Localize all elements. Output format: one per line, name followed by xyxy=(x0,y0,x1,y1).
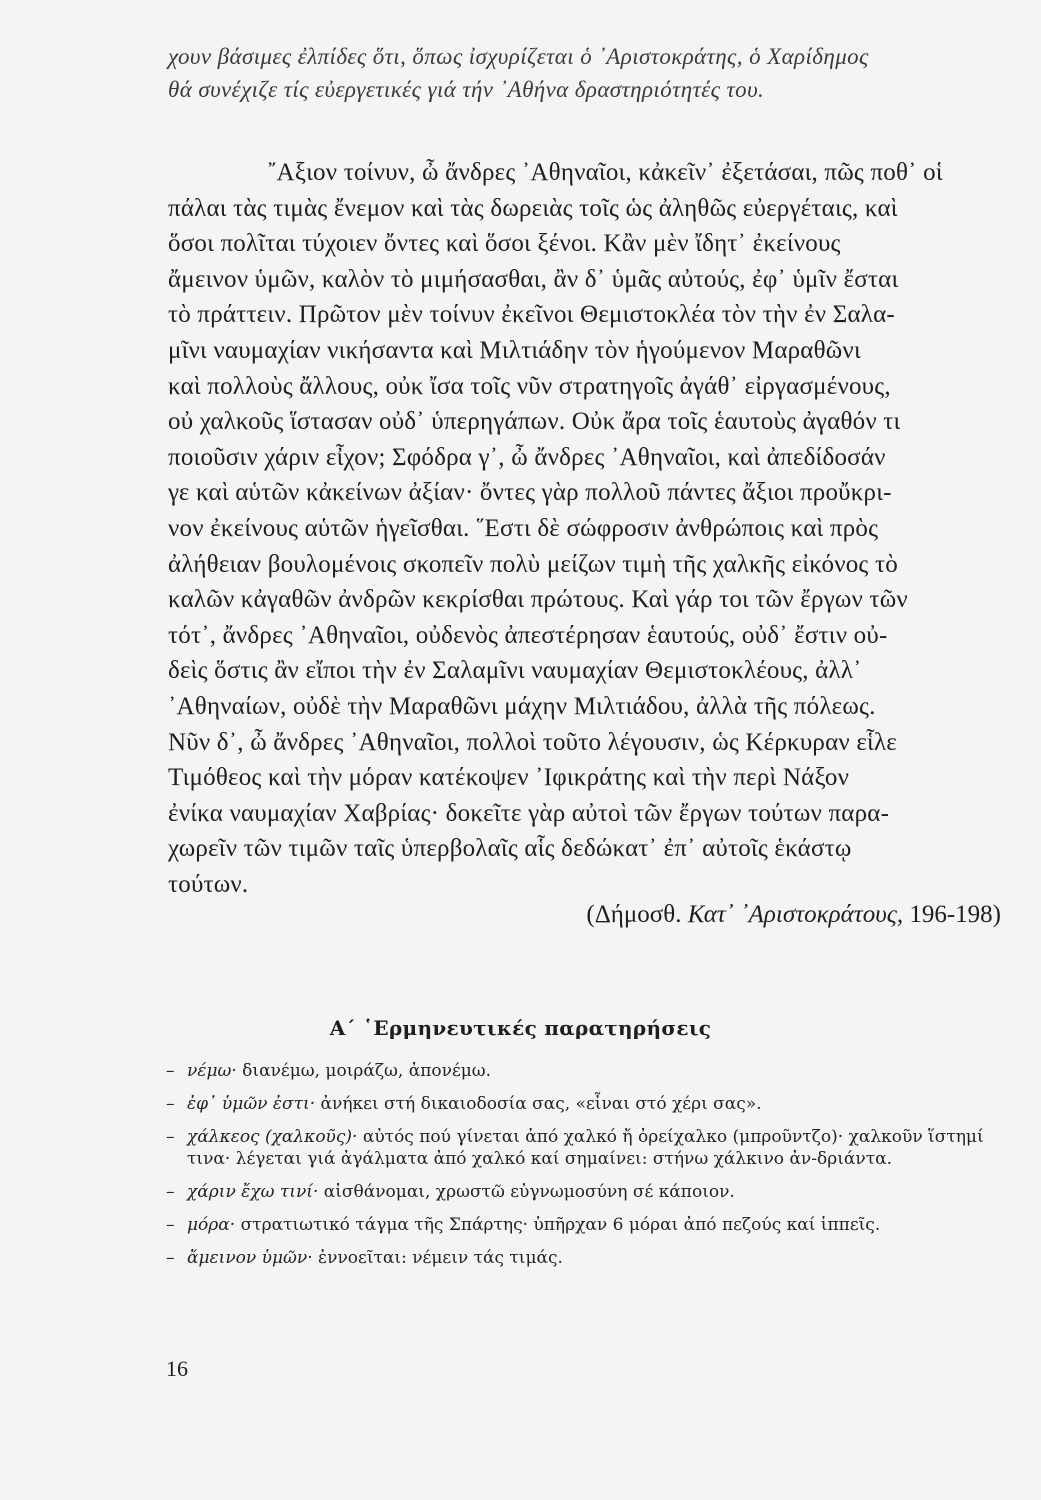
intro-line: χουν βάσιμες ἐλπίδες ὅτι, ὅπως ἰσχυρίζεται ὁ ᾿Αριστοκράτης, ὁ Χαρίδημος xyxy=(168,44,869,69)
main-text-line: ἄμεινον ὑμῶν, καλὸν τὸ μιμήσασθαι, ἂν δ᾿ ὑμᾶς αὐτούς, ἐφ᾿ ὑμῖν ἔσται xyxy=(168,265,899,293)
notes-list xyxy=(166,1049,1012,1269)
note-body xyxy=(187,1247,1012,1269)
main-text-line: καὶ πολλοὺς ἄλλους, οὐκ ἴσα τοῖς νῦν στρατηγοῖς ἀγάθ᾿ εἰργασμένους, xyxy=(168,372,891,400)
main-text-line: τότ᾿, ἄνδρες ᾿Αθηναῖοι, οὐδενὸς ἀπεστέρησαν ἑαυτούς, οὐδ᾿ ἔστιν οὐ- xyxy=(168,621,888,649)
main-text-line: ἐνίκα ναυμαχίαν Χαβρίας· δοκεῖτε γὰρ αὐτοὶ τῶν ἔργων τούτων παρα- xyxy=(168,799,890,827)
page-number: 16 xyxy=(166,1356,188,1381)
main-text-line: ποιοῦσιν χάριν εἶχον; Σφόδρα γ᾿, ὦ ἄνδρες ᾿Αθηναῖοι, καὶ ἀπεδίδοσάν xyxy=(168,443,886,471)
main-text-line: πάλαι τὰς τιμὰς ἔνεμον καὶ τὰς δωρειὰς τοῖς ὡς ἀληθῶς εὐεργέταις, καὶ xyxy=(168,194,898,222)
note-item xyxy=(166,1093,1012,1115)
intro-paragraph xyxy=(168,40,1008,106)
note-text: αἰσθάνομαι, χρωστῶ εὐγνωμοσύνη σέ κάποιον. xyxy=(318,1182,735,1202)
main-text-line: οὐ χαλκοῦς ἵστασαν οὐδ᾿ ὑπερηγάπων. Οὐκ ἄρα τοῖς ἑαυτοὺς ἀγαθόν τι xyxy=(168,408,901,436)
source-citation xyxy=(586,897,1001,932)
main-text-line: καλῶν κἀγαθῶν ἀνδρῶν κεκρίσθαι πρώτους. Καὶ γάρ τοι τῶν ἔργων τῶν xyxy=(168,586,908,614)
main-text-line: νον ἐκείνους αὑτῶν ἡγεῖσθαι. ῞Εστι δὲ σώφροσιν ἀνθρώποις καὶ πρὸς xyxy=(168,514,879,542)
note-text: ἀνήκει στή δικαιοδοσία σας, «εἶναι στό χέρι σας». xyxy=(315,1094,762,1114)
note-dash: – xyxy=(166,1182,175,1202)
note-body xyxy=(187,1126,1012,1170)
note-text: διανέμω, μοιράζω, ἀπονέμω. xyxy=(236,1061,492,1081)
main-text-line: Νῦν δ᾿, ὦ ἄνδρες ᾿Αθηναῖοι, πολλοὶ τοῦτο λέγουσιν, ὡς Κέρκυραν εἷλε xyxy=(168,728,897,756)
greek-main-text xyxy=(168,155,1010,902)
note-body xyxy=(187,1093,1012,1115)
source-suffix: 196-198) xyxy=(903,901,1001,928)
intro-line: θά συνέχιζε τίς εὐεργετικές γιά τήν ᾿Αθήνα δραστηριότητές του. xyxy=(168,77,765,102)
note-body xyxy=(187,1060,1012,1082)
source-work-title: Κατ᾿ ᾿Αριστοκράτους, xyxy=(687,901,904,928)
note-item xyxy=(166,1181,1012,1203)
note-dash: – xyxy=(166,1094,175,1114)
note-dash: – xyxy=(166,1127,175,1147)
note-item xyxy=(166,1060,1012,1082)
main-text-line: ῎Αξιον τοίνυν, ὦ ἄνδρες ᾿Αθηναῖοι, κἀκεῖν᾿ ἐξετάσαι, πῶς ποθ᾿ οἱ xyxy=(268,159,943,186)
note-item xyxy=(166,1247,1012,1269)
main-text-line: τὸ πράττειν. Πρῶτον μὲν τοίνυν ἐκεῖνοι Θεμιστοκλέα τὸν τὴν ἐν Σαλα- xyxy=(168,301,895,329)
note-dash: – xyxy=(166,1215,175,1235)
section-heading: Α΄ ῾Ερμηνευτικές παρατηρήσεις xyxy=(329,1016,712,1040)
note-term: ἄμεινον ὑμῶν· xyxy=(187,1248,313,1268)
note-body xyxy=(187,1214,1012,1236)
main-text-line: ὅσοι πολῖται τύχοιεν ὄντες καὶ ὅσοι ξένοι. Κἂν μὲν ἴδητ᾿ ἐκείνους xyxy=(168,230,841,258)
note-text: ἐννοεῖται: νέμειν τάς τιμάς. xyxy=(312,1248,563,1268)
note-term: χάλκεος (χαλκοῦς)· xyxy=(187,1127,358,1147)
main-text-line: Τιμόθεος καὶ τὴν μόραν κατέκοψεν ᾿Ιφικράτης καὶ τὴν περὶ Νάξον xyxy=(168,764,850,792)
note-term: νέμω· xyxy=(187,1061,237,1081)
source-prefix: (Δήμοσθ. xyxy=(586,901,688,928)
note-term: ἐφ᾿ ὑμῶν ἐστι· xyxy=(187,1094,316,1114)
note-text: αὐτός πού γίνεται ἀπό χαλκό ἤ ὀρείχαλκο (μπροῦντζο)· χαλκοῦν ἵστημί τινα· λέγεται γιά ἀγάλματα ἀπό χαλκό καί σημαίνει: στήνω χάλκινο ἀν-δριάντα. xyxy=(187,1127,984,1169)
note-term: χάριν ἔχω τινί· xyxy=(187,1182,319,1202)
main-text-line: ἀλήθειαν βουλομένοις σκοπεῖν πολὺ μείζων τιμὴ τῆς χαλκῆς εἰκόνος τὸ xyxy=(168,550,898,578)
note-item xyxy=(166,1126,1012,1170)
note-body xyxy=(187,1181,1012,1203)
main-text-line: τούτων. xyxy=(168,870,249,898)
main-text-line: δεὶς ὅστις ἂν εἴποι τὴν ἐν Σαλαμῖνι ναυμαχίαν Θεμιστοκλέους, ἀλλ᾿ xyxy=(168,657,862,685)
note-dash: – xyxy=(166,1248,175,1268)
note-dash: – xyxy=(166,1061,175,1081)
main-text-line: ᾿Αθηναίων, οὐδὲ τὴν Μαραθῶνι μάχην Μιλτιάδου, ἀλλὰ τῆς πόλεως. xyxy=(168,692,876,720)
note-text: στρατιωτικό τάγμα τῆς Σπάρτης· ὑπῆρχαν 6 μόραι ἀπό πεζούς καί ἱππεῖς. xyxy=(235,1215,881,1235)
note-term: μόρα· xyxy=(187,1215,236,1235)
note-item xyxy=(166,1214,1012,1236)
main-text-line: χωρεῖν τῶν τιμῶν ταῖς ὑπερβολαῖς αἷς δεδώκατ᾿ ἐπ᾿ αὐτοῖς ἑκάστῳ xyxy=(168,835,852,863)
main-text-line: γε καὶ αὑτῶν κἀκείνων ἀξίαν· ὄντες γὰρ πολλοῦ πάντες ἄξιοι προὔκρι- xyxy=(168,479,892,507)
main-text-line: μῖνι ναυμαχίαν νικήσαντα καὶ Μιλτιάδην τὸν ἡγούμενον Μαραθῶνι xyxy=(168,336,861,364)
